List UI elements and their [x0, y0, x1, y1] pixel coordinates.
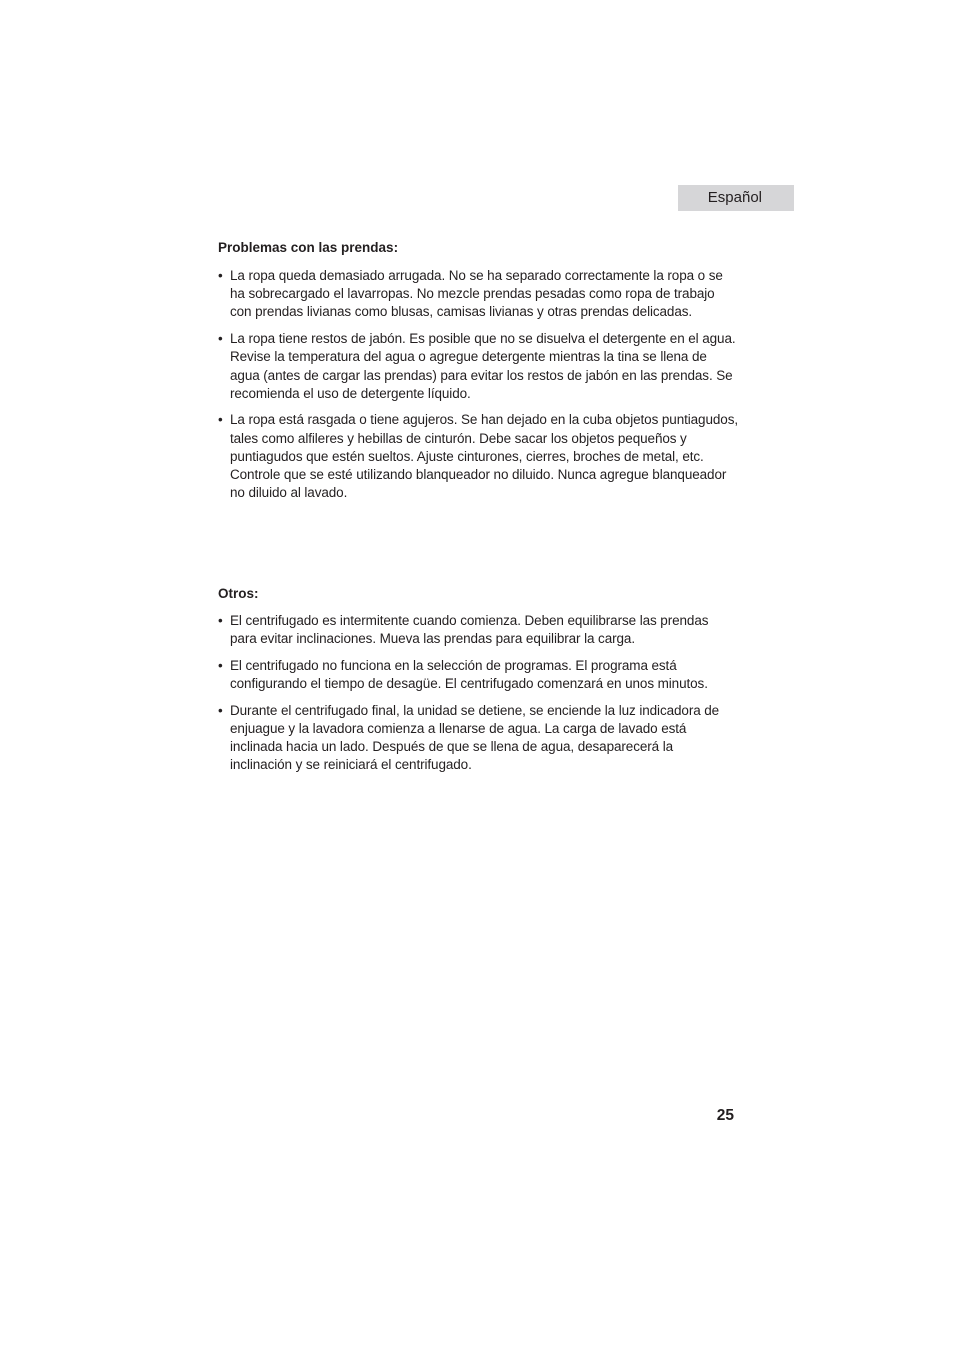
section-heading: Problemas con las prendas: [218, 240, 399, 255]
bullet-icon: • [218, 702, 223, 718]
list-item-text: La ropa está rasgada o tiene agujeros. Se han dejado en la cuba objetos puntiagudos, tales como alfileres y hebillas de cinturón. Debe sacar los objetos pequeños y puntiagudos que estén sueltos. Ajuste cinturones, cierres, broches de metal, etc. Controle que se esté utilizando blanqueador no diluido. Nunca agregue blanqueador no diluido al lavado. [230, 412, 738, 501]
section-heading: Otros: [218, 586, 259, 601]
list-item [218, 267, 738, 322]
list-item-text: La ropa queda demasiado arrugada. No se ha separado correctamente la ropa o se ha sobrecargado el lavarropas. No mezcle prendas pesadas como ropa de trabajo con prendas livianas como blusas, camisas livianas y otras prendas delicadas. [230, 268, 723, 320]
section-clothing-problems [218, 239, 738, 502]
bullet-icon: • [218, 613, 223, 628]
bullet-icon: • [218, 268, 223, 283]
list-item-text: Durante el centrifugado final, la unidad se detiene, se enciende la luz indicadora de enjuague y la lavadora comienza a llenarse de agua. La carga de lavado está inclinada hacia un lado. Después de que se llena de agua, desaparecerá la inclinación y se reiniciará el centrifugado. [230, 702, 720, 773]
list-item [218, 330, 738, 403]
bullet-icon: • [218, 657, 223, 673]
bullet-list [218, 267, 738, 502]
list-item [218, 702, 738, 775]
list-item-text: El centrifugado no funciona en la selección de programas. El programa está configurando el tiempo de desagüe. El centrifugado comenzará en unos minutos. [230, 657, 708, 692]
section-others [218, 585, 738, 775]
list-item [218, 657, 738, 693]
list-item [218, 612, 738, 648]
bullet-icon: • [218, 331, 223, 347]
bullet-list [218, 612, 738, 775]
page-number: 25 [716, 1107, 734, 1124]
language-tab: Español [678, 185, 794, 211]
list-item-text: El centrifugado es intermitente cuando comienza. Deben equilibrarse las prendas para evitar inclinaciones. Mueva las prendas para equilibrar la carga. [230, 613, 709, 647]
list-item [218, 411, 738, 502]
bullet-icon: • [218, 412, 223, 428]
list-item-text: La ropa tiene restos de jabón. Es posible que no se disuelva el detergente en el agua. Revise la temperatura del agua o agregue detergente mientras la tina se llena de agua (antes de cargar las prendas) para evitar los restos de jabón en las prendas. Se recomienda el uso de detergente líquido. [230, 331, 736, 401]
